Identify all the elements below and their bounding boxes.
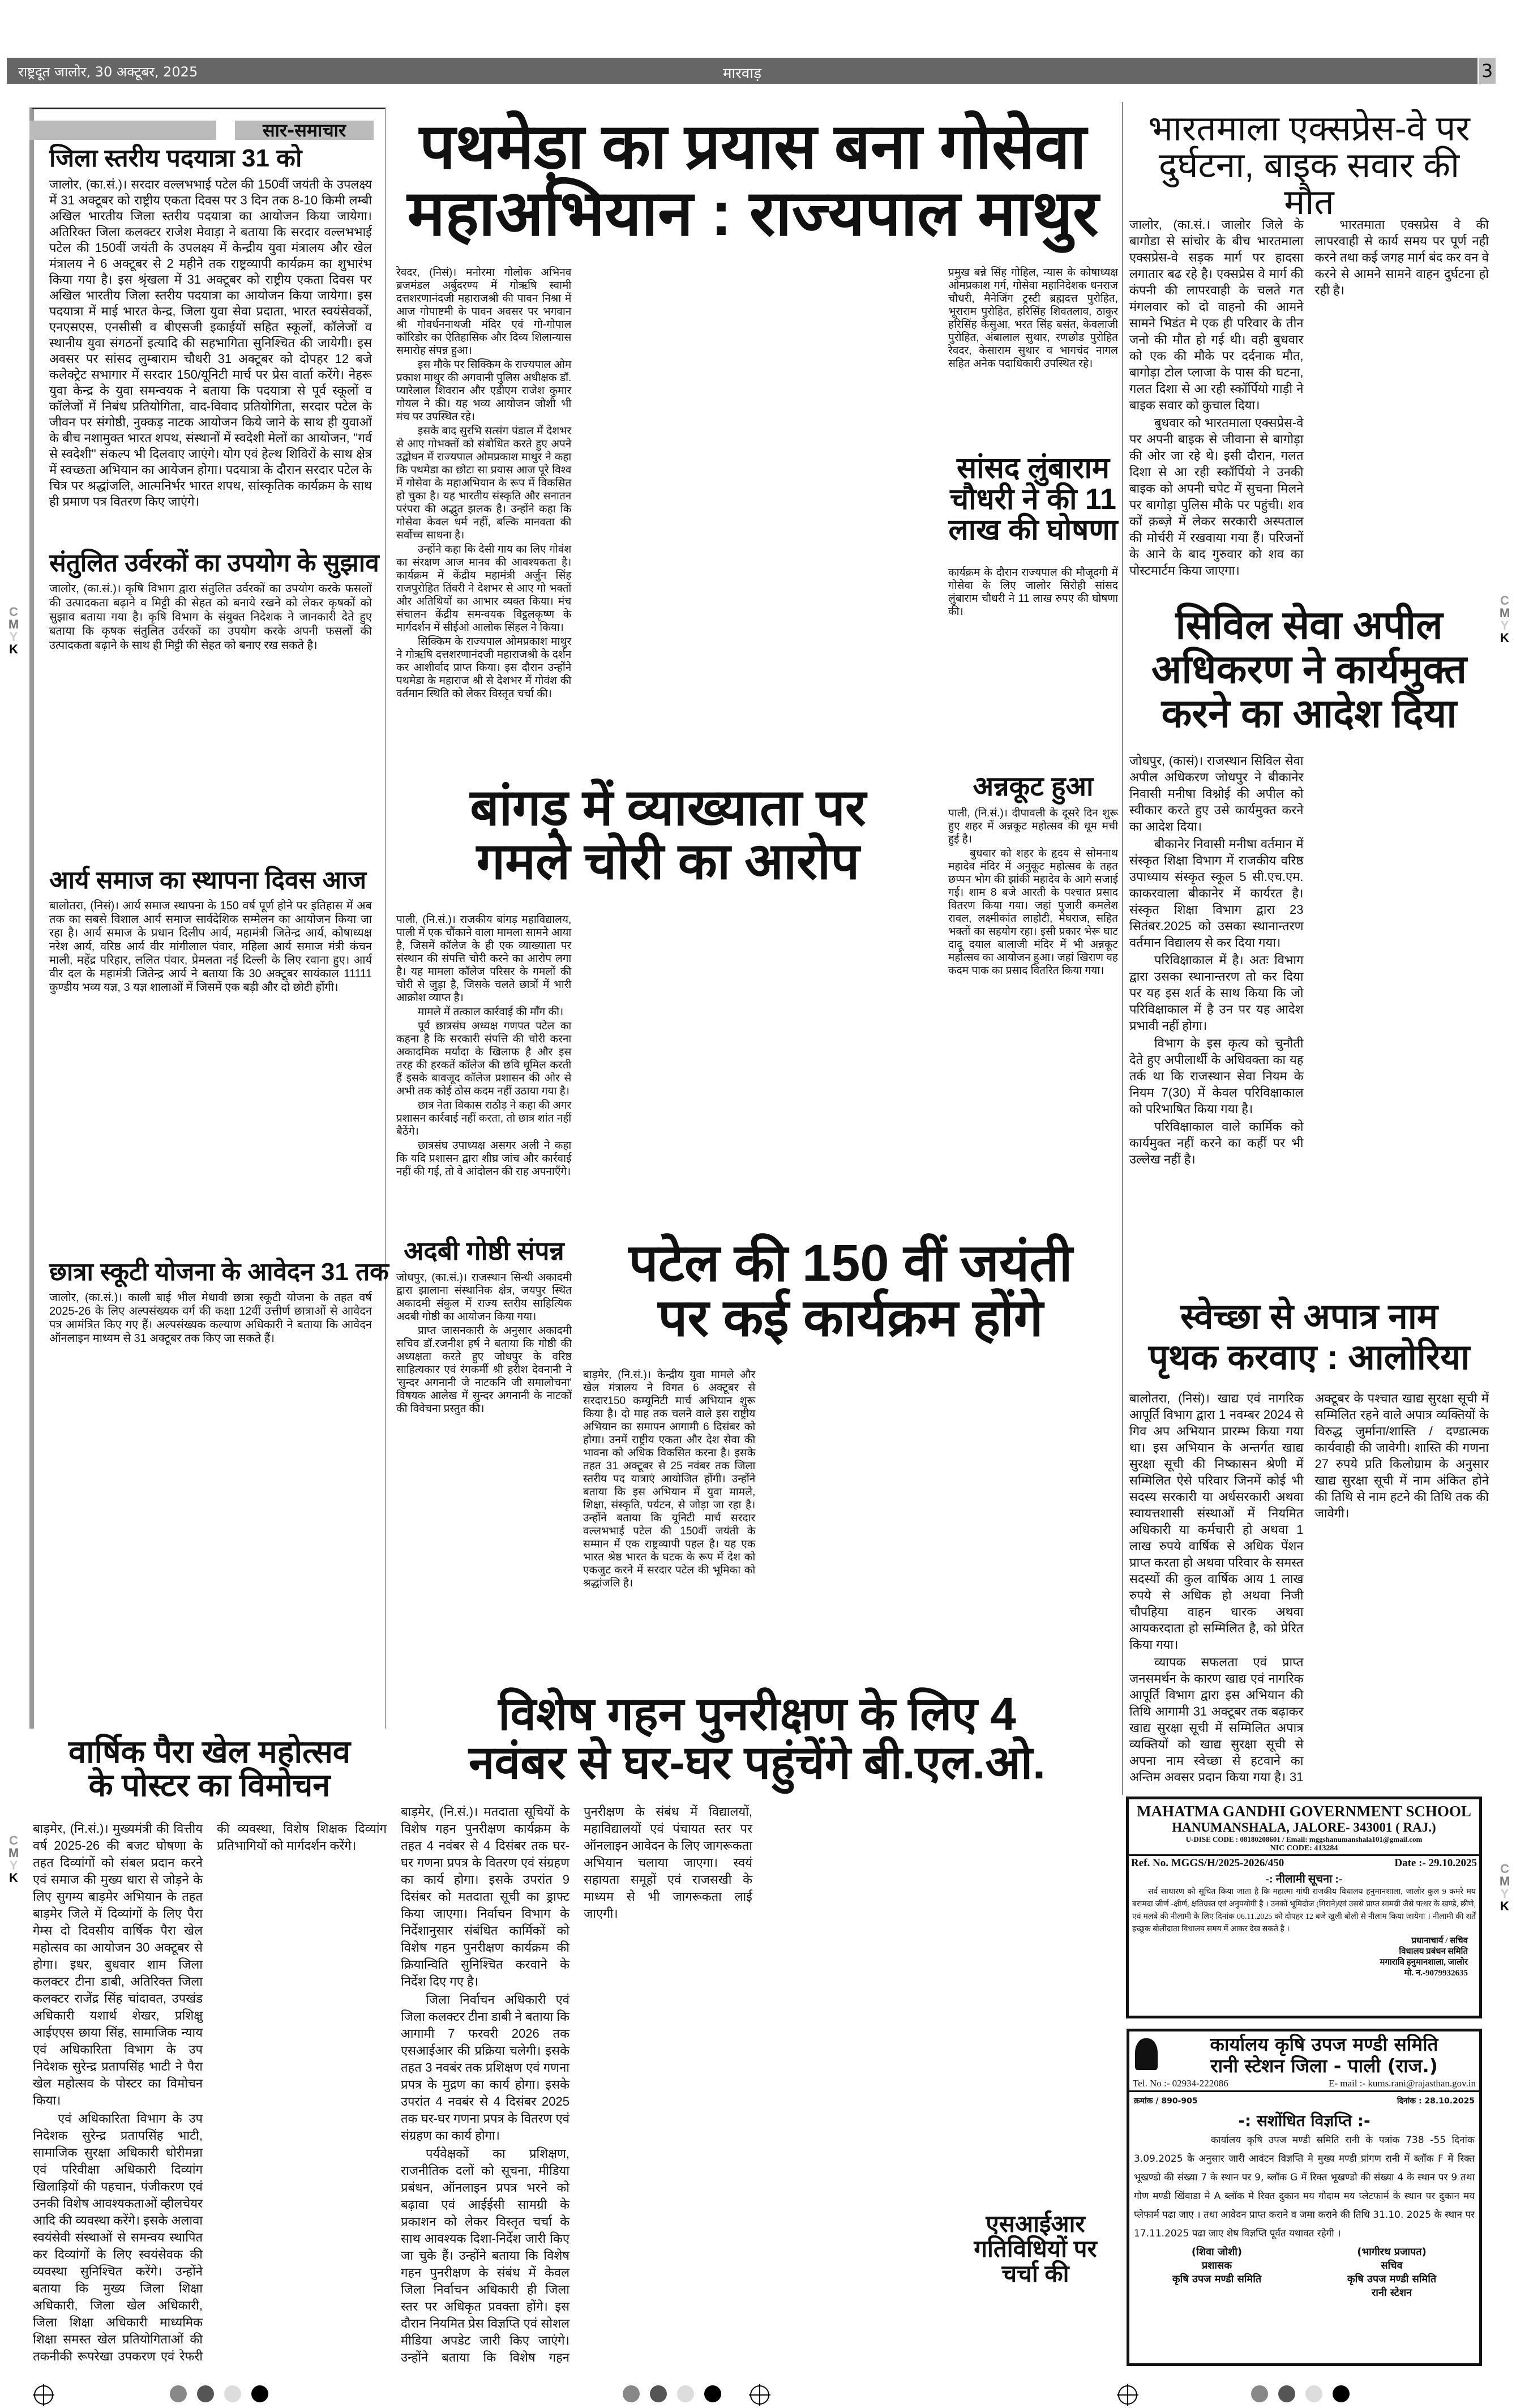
bangad-body — [396, 913, 940, 1219]
adbi-body — [396, 1271, 572, 1679]
brief-headline: छात्रा स्कूटी योजना के आवेदन 31 तक — [49, 1258, 389, 1286]
mandi-title-line: रानी स्टेशन जिला - पाली (राज.) — [1210, 2055, 1438, 2077]
paragraph: इसके बाद सुरभि सत्संग पंडाल में देशभर से आए गोभक्तों को संबोधित करते हुए अपने उद्बोधन में राज्यपाल ओमप्रकाश माथुर ने कहा कि पथमेडा का छोटा सा प्रयास आज पूरे विश्व में गोसेवा के महाअभियान के रूप में विकसित हो चुका है। यह भारतीय संस्कृति और सनातन परंपरा की अद्भुत झलक है। उन्होंने कहा कि गोसेवा केवल धर्म नहीं, बल्कि मानवता की सर्वोच्च साधना है। — [396, 425, 572, 541]
secretary-name: (भागीरथ प्रजापत) — [1357, 2246, 1427, 2258]
registration-dot — [650, 2385, 667, 2402]
paragraph: पाली, (नि.सं.)। दीपावली के दूसरे दिन शुरू हुए शहर में अन्नकूट महोत्सव की धूम मची हुई है। — [948, 807, 1118, 845]
paragraph: परिविक्षाकाल में है। अतः विभाग द्वारा उसका स्थानान्तरण तो कर दिया पर यह इस शर्त के साथ किया कि जो परिविक्षाकाल में है उन पर यह आदेश प्रभावी नहीं होगा। — [1129, 953, 1304, 1033]
registration-dot — [170, 2385, 187, 2402]
secretary-place: रानी स्टेशन — [1371, 2287, 1412, 2299]
para-body — [33, 1820, 387, 2367]
secretary-title: सचिव — [1381, 2260, 1403, 2272]
lead-story-col4 — [948, 266, 1118, 447]
brief-body — [49, 582, 372, 859]
notice-body: सर्व साधारण को सूचित किया जाता है कि महात्मा गांधी राजकीय विधालय हनुमानशाला, जालोर कुल 9 कमरे मय बरामदा जीर्ण -क्षीर्ण, क्षतिग्रस्त एवं अनुपयोगी है । उनकों भूमिदोज (गिराने)एवं उससे प्राप्त सामग्री जैसे पत्थर के खण्डे, छीणे, एवं मलबे की नीलामी के लिए दिनांक 06.11.2025 को दोपहर 12 बजे खुली बोली से नीलाम किया जायेगा । नीलामी की शर्तें इच्छूक बोलीदाता विधालय समय में आकर देख सकते है । — [1132, 1888, 1476, 1934]
patel-headline-line: पर कई कार्यक्रम होंगे — [658, 1289, 1043, 1347]
paragraph: जालोर, (का.सं.। जालोर जिले के बागोडा से सांचोर के बीच भारतमाला एक्सप्रेस-वे सड़क मार्ग पर हादसा लगातार बढ रहे है। एक्सप्रेस वे मार्ग की कंपनी की लापरवाही के चलते गत मंगलवार को दो वाहनो की आमने सामने भिडंत मे एक ही परिवार के तीन जनो की मौत हो गई थी। वही बुधवार को एक की मौके पर दर्दनाक मौत, बागोड़ा टोल प्लाजा के पास की घटना, गलत दिशा से आ रही स्कॉर्पियो गाड़ी ने बाइक सवार को कुचाल दिया। — [1129, 217, 1304, 412]
paragraph: जोधपुर, (कासं)। राजस्थान सिविल सेवा अपील अधिकरण जोधपुर ने बीकानेर निवासी मनीषा विश्नोई की अपील को स्वीकार करते हुए उसे कार्यमुक्त करने का आदेश दिया। — [1129, 754, 1304, 833]
bangad-headline-line: गमले चोरी का आरोप — [476, 833, 860, 890]
registration-dot — [1333, 2385, 1350, 2402]
cmyk-k: K — [9, 642, 18, 656]
administrator-org: कृषि उपज मण्डी समिति — [1172, 2273, 1262, 2285]
paragraph: रेवदर, (निसं)। मनोरमा गोलोक अभिनव ब्रजमंडल अर्बुदरण्य में गोऋषि स्वामी दत्तशरणानंदजी महाराजश्री की पावन निश्रा में आज गोपाष्टमी के पावन अवसर पर भगवान श्री गोवर्धननाथजी मंदिर एवं गो-गोपाल कॉरिडोर का ऐतिहासिक और दिव्य शिलान्यास समारोह संपन्न हुआ। — [396, 267, 572, 357]
swechha-body — [1129, 1390, 1489, 1786]
registration-dot — [1305, 2385, 1322, 2402]
cmyk-registration-mark — [8, 1834, 19, 1884]
signatory-line: मो. न.-9079932635 — [1404, 1969, 1468, 1978]
sir-headline-line: विशेष गहन पुनरीक्षण के लिए 4 — [498, 1688, 1016, 1740]
paragraph: भारतमाता एक्सप्रेस वे की लापरवाही से कार्य समय पर पूर्ण नही करने तथा कई जगह मार्ग बंद कर वन वे करने से आमने सामने वाहन दुर्घटना हो रही है। — [1314, 217, 1489, 297]
bharatmala-headline-line: भारतमाला एक्सप्रेस-वे पर — [1148, 109, 1470, 148]
kramank: क्रमांक / 890-905 — [1134, 2097, 1198, 2106]
school-name: MAHATMA GANDHI GOVERNMENT SCHOOL — [1137, 1803, 1471, 1820]
school-address: HANUMANSHALA, JALORE- 343001 ( RAJ.) — [1172, 1820, 1436, 1834]
cmyk-c: C — [1500, 593, 1509, 608]
paragraph: एवं अधिकारिता विभाग के उप निदेशक सुरेन्द्र प्रतापसिंह भाटी, सामाजिक सुरक्षा अधिकारी धोरीमन्ना एवं परिवीक्षा अधिकारी दिव्यांग खिलाड़ियों की पहचान, पंजीकरण एवं उनकी विशेष आवश्यकताओं व्हीलचेयर आदि की व्यवस्था करेंगे। इसके अलावा स्वयंसेवी संस्थाओं से समन्वय स्थापित कर दिव्यांगों के लिए स्वयंसेवक की व्यवस्था सुनिश्चित करेंगे। उन्होंने बताया कि मुख्य जिला शिक्षा अधिकारी, जिला खेल अधिकारी, जिला शिक्षा अधिकारी माध्यमिक शिक्षा समस्त खेल प्रतियोगिताओं की तकनीकी रूपरेखा उपकरण एवं रेफरी की व्यवस्था, विशेष शिक्षक दिव्यांग प्रतिभागियों को मार्गदर्शन करेंगे। — [33, 1821, 387, 2363]
cmyk-y: Y — [9, 1858, 18, 1872]
paragraph: पूर्व छात्रसंघ अध्यक्ष गणपत पटेल का कहना है कि सरकारी संपत्ति की चोरी करना अकादमिक मर्यादा के खिलाफ है और इस तरह की हरकतें कॉलेज की छवि धूमिल करती हैं इसके बावजूद कॉलेज प्रशासन की ओर से अभी तक कोई ठोस कदम नहीं उठाया गया है। — [396, 1020, 572, 1097]
cmyk-registration-mark — [1499, 1863, 1510, 1913]
crosshair-registration-icon — [750, 2385, 769, 2405]
para-headline-line: के पोस्टर का विमोचन — [88, 1767, 331, 1803]
sansad-body — [948, 566, 1118, 759]
paragraph: इस मौके पर सिक्किम के राज्यपाल ओम प्रकाश माथुर की अगवानी पुलिस अधीक्षक डॉ. प्यारेलाल शिवरान और एडीएम राजेश कुमार गोयल ने की। यह भव्य आयोजन जोशी भी मंच पर उपस्थित रहे। — [396, 359, 572, 423]
bharatmala-body — [1129, 216, 1489, 593]
signatory-line: प्रधानाचार्य / सचिव — [1411, 1936, 1468, 1945]
notice-title: -: नीलामी सूचना :- — [1265, 1873, 1343, 1885]
annakut-body — [948, 807, 1118, 1220]
administrator-name: (शिवा जोशी) — [1191, 2246, 1243, 2258]
bharatmala-headline — [1129, 110, 1489, 221]
paragraph: जालोर, (का.सं.)। सरदार वल्लभभाई पटेल की 150वीं जयंती के उपलक्ष्य में 31 अक्टूबर को राष्ट्रीय एकता दिवस पर 3 दिन तक 8-10 किमी लम्बी अखिल भारतीय जिला स्तरीय पदयात्रा का आयोजन किया जायेगा। अतिरिक्त जिला कलक्टर राजेश मेवाड़ा ने बताया कि सरदार वल्लभभाई पटेल की 150वीं जयंती के उपलक्ष्य में केन्द्रीय युवा मंत्रालय और खेल मंत्रालय ने 6 अक्टूबर से 2 महीने तक राष्ट्रव्यापी कार्यक्रम का शुभारंभ किया गया है। इस श्रृंखला में 31 अक्टूबर को राष्ट्रीय एकता दिवस पर अखिल भारतीय जिला स्तरीय पदयात्रा का आयोजन किया जायेगा। इस पदयात्रा में माई भारत केन्द्र, जिला युवा सेवा प्रदाता, भारत स्वयंसेवकों, एनएसएस, एनसीसी व बीएसजी इकाईयों सहित स्कूलों, कॉलेजों व स्थानीय युवा संगठनों इत्यादि की सहभागिता सुनिश्चित की जायेगी। इस अवसर पर सांसद लुम्बाराम चौधरी 31 अक्टूबर को दोपहर 12 बजे कलेक्ट्रेट सभागार में सरदार 150/यूनिटी मार्च पर प्रेस वार्ता करेंगे। नेहरू युवा केन्द्र के युवा समन्वयक ने बताया कि पदयात्रा से पूर्व स्कूलों व कॉलेजों में निबंध प्रतियोगिता, वाद-विवाद प्रतियोगिता, सरदार पटेल के जीवन पर संगोष्ठी, नुक्कड़ नाटक आयोजन किये जाने के साथ ही युवाओं के बीच नशामुक्त भारत शपथ, संस्थानों में स्वदेशी मेलों का आयोजन, ''गर्व से स्वदेशी'' संकल्प भी दिलवाए जाएंगे। योग एवं हेल्थ शिविरों के साथ क्षेत्र में स्वच्छता अभियान का आयेजन होगा। पदयात्रा के दौरान सरदार पटेल के चित्र पर श्रद्धांजलि, आत्मनिर्भर भारत शपथ, सांस्कृतिक कार्यक्रम के साथ ही प्रमाण पत्र वितरण किए जाएंगे। — [49, 177, 372, 508]
brief-headline: आर्य समाज का स्थापना दिवस आज — [49, 866, 367, 894]
corrigendum-title: -: सशोंधित विज्ञप्ति :- — [1238, 2111, 1371, 2130]
school-auction-notice-ad — [1126, 1797, 1482, 2018]
swechha-headline-line: स्वेच्छा से अपात्र नाम — [1180, 1297, 1438, 1336]
registration-dot — [251, 2385, 268, 2402]
paragraph: जालोर, (का.सं.)। काली बाई भील मेधावी छात्रा स्कूटी योजना के तहत वर्ष 2025-26 के लिए अल्पसंख्यक वर्ग की कक्षा 12वीं उत्तीर्ण छात्राओं से आवेदन पत्र आमंत्रित किए गए हैं। अल्पसंख्यक कल्याण अधिकारी ने बताया कि आवेदन ऑनलाइन माध्यम से 31 अक्टूबर तक किए जा सकते हैं। — [49, 1291, 372, 1345]
page-number: 3 — [1479, 58, 1496, 84]
brief-body — [49, 899, 372, 1250]
ref-number: Ref. No. MGGS/H/2025-2026/450 — [1131, 1857, 1284, 1869]
cmyk-m: M — [8, 1846, 19, 1860]
cmyk-k: K — [1500, 1899, 1509, 1913]
patel-headline-line: पटेल की 150 वीं जयंती — [628, 1234, 1073, 1292]
masthead-bar — [7, 58, 1478, 84]
sir-headline-line: नवंबर से घर-घर पहुंचेंगे बी.एल.ओ. — [469, 1737, 1046, 1789]
registration-dot — [224, 2385, 241, 2402]
lead-headline-line: महाअभियान : राज्यपाल माथुर — [407, 177, 1099, 249]
school-nic-code: NIC CODE: 413284 — [1129, 1844, 1479, 1856]
administrator-title: प्रशासक — [1201, 2260, 1232, 2272]
paragraph: व्यापक सफलता एवं प्राप्त जनसमर्थन के कारण खाद्य एवं नागरिक आपूर्ति विभाग द्वारा इस अभियान की तिथि आगामी 31 अक्टूबर तक बढ़ाकर खाद्य सुरक्षा सूची में सम्मिलित अपात्र व्यक्तियों को खाद्य सुरक्षा सूची से अपना नाम स्वेच्छा से हटवाने का अन्तिम अवसर प्रदान किया गया है। 31 अक्टूबर के पश्चात खाद्य सुरक्षा सूची में सम्मिलित रहने वाले अपात्र व्यक्तियों के विरुद्ध जुर्माना/शास्ति / दण्डात्मक कार्यवाही की जावेगी। शास्ति की गणना 27 रुपये प्रति किलोग्राम के अनुसार खाद्य सुरक्षा सूची में नाम अंकित होने की तिथि से नाम हटने की तिथि तक की जावेगी। — [1129, 1391, 1489, 1784]
paragraph: विभाग के इस कृत्य को चुनौती देते हुए अपीलार्थी के अधिवक्ता का यह तर्क था कि राजस्थान सेवा नियम के नियम 7(30) में केवल परिविक्षाकाल को परिभाषित किया गया है। — [1129, 1036, 1304, 1116]
notice-date: Date :- 29.10.2025 — [1394, 1857, 1477, 1869]
cmyk-m: M — [1499, 606, 1510, 620]
paragraph: बालोतरा, (निसं)। खाद्य एवं नागरिक आपूर्ति विभाग द्वारा 1 नवम्बर 2024 से गिव अप अभियान प्रारम्भ किया गया था। इस अभियान के अन्तर्गत खाद्य सुरक्षा सूची की निष्कासन श्रेणी में सम्मिलित ऐसे परिवार जिनमें कोई भी सदस्य सरकारी या अर्धसरकारी अथवा स्वायत्तशासी संस्थाओं में नियमित अधिकारी या कर्मचारी हो अथवा 1 लाख रुपये वार्षिक से अधिक पेंशन प्राप्त करता हो अथवा परिवार के समस्त सदस्यों की कुल वार्षिक आय 1 लाख रुपये से अधिक हो अथवा निजी चौपहिया वाहन धारक अथवा आयकरदाता हो सम्मिलित है, को प्रेरित किया गया। — [1129, 1391, 1304, 1652]
brief-body — [49, 177, 372, 545]
corrigendum-body: कार्यालय कृषि उपज मण्डी समिति रानी के पत्रांक 738 -55 दिनांक 3.09.2025 के अनुसार जारी आवंटन विज्ञप्ति मे मुख्य मण्डी प्रांगण रानी में ब्लॉक F में रिक्त भूखण्डो की संख्या 7 के स्थान पर 9, ब्लॉक G में रिक्त भूखण्डो की संख्या 4 के स्थान पर 9 तथा गौण मण्डी खिंवाडा मे A ब्लॉक मे रिक्त दुकान मय गौदाम मय प्लेटफार्म के स्थान पर दुकान मय प्लेफार्म पढा जाए । तथा आवेदन प्राप्त कराने व जमा कराने की तिथि 31.10. 2025 के स्थान पर 17.11.2025 पढा जाए शेष विज्ञप्ति पूर्वत यथावत रहेगी । — [1134, 2135, 1475, 2239]
civil-headline-line: सिविल सेवा अपील — [1175, 603, 1443, 647]
paragraph: बाड़मेर, (नि.सं.)। मतदाता सूचियों के विशेष गहन पुनरीक्षण कार्यक्रम के तहत 4 नवंबर से 4 दिसंबर तक घर-घर गणना प्रपत्र के वितरण एवं संग्रहण का कार्य होगा। इसके उपरांत 9 दिसंबर को मतदाता सूची का ड्राफ्ट किया जाएगा। निर्वाचन विभाग के निर्देशानुसार संबंधित कार्मिकों को विशेष गहन पुनरीक्षण कार्यक्रम की क्रियान्विति सुनिश्चित करवाने के निर्देश दिए गए है। — [401, 1804, 569, 1988]
dinank: दिनांक : 28.10.2025 — [1397, 2097, 1475, 2106]
column-rule — [1122, 102, 1123, 1795]
cmyk-registration-mark — [1499, 594, 1510, 644]
paragraph: मामले में तत्काल कार्रवाई की माँग की। — [418, 1006, 564, 1018]
paragraph: जिला निर्वाचन अधिकारी एवं जिला कलक्टर टीना डाबी ने बताया कि आगामी 7 फरवरी 2026 तक एसआईआर की प्रक्रिया चलेगी। इसके तहत 3 नवबंर तक प्रशिक्षण एवं गणना प्रपत्र के मुद्रण का कार्य होगा। इसके उपरांत 4 नवबंर से 4 दिसंबर 2025 तक घर-घर गणना प्रपत्र के वितरण एवं संग्रहण का कार्य होगा। — [401, 1992, 569, 2142]
civil-headline-line: अधिकरण ने कार्यमुक्त — [1151, 647, 1467, 691]
cmyk-y: Y — [1500, 618, 1509, 632]
crosshair-registration-icon — [34, 2385, 53, 2405]
brief-body — [49, 1291, 372, 1721]
civil-body — [1129, 752, 1489, 1285]
cmyk-c: C — [1500, 1862, 1509, 1876]
bangad-headline-line: बांगड़ में व्याख्याता पर — [470, 780, 866, 836]
signatory-line: मगारावि हनुमानशाला, जालोर — [1380, 1958, 1468, 1967]
swechha-headline — [1129, 1297, 1489, 1378]
rajasthan-emblem-icon — [1135, 2038, 1158, 2070]
paragraph: बुधवार को शहर के हृदय से सोमनाथ महादेव मंदिर में अनुकूट महोत्सव के तहत छप्पन भोग की झांकी महादेव के आगे सजाई गई। शाम 8 बजे आरती के पश्चात प्रसाद वितरण किया गया। जहां पुजारी कमलेश रावल, लक्ष्मीकांत लाहोटी, मेघराज, सहित भक्तों का सहयोग रहा। इसी प्रकार भेरू घाट दादू दयाल बालाजी मंदिर में भी अन्नकूट महोत्सव का आयोजन हुआ। जहां खिराण वह कदम पाक का प्रसाद वितरित किया गया। — [948, 848, 1118, 977]
mandi-tel: Tel. No :- 02934-222086 — [1133, 2078, 1228, 2089]
civil-headline — [1129, 603, 1489, 735]
edition-date: राष्ट्रदूत जालोर, 30 अक्टूबर, 2025 — [18, 64, 198, 80]
lead-headline — [391, 111, 1115, 249]
secretary-org: कृषि उपज मण्डी समिति — [1347, 2273, 1437, 2285]
registration-dot — [197, 2385, 214, 2402]
paragraph: परिविक्षाकाल वाले कार्मिक को कार्यमुक्त नहीं करने का कहीं पर भी उल्लेख नहीं है। — [1129, 1119, 1304, 1166]
paragraph: बाड़मेर, (नि.सं.)। मुख्यमंत्री की वित्तीय वर्ष 2025-26 की बजट घोषणा के तहत दिव्यांगों को संबल प्रदान करने एवं समाज की मुख्य धारा से जोड़ने के लिए सुगम्य बाड़मेर अभियान के तहत बाड़मेर जिले में दिव्यांगों के लिए पैरा गेम्स दो दिवसीय वार्षिक पैरा खेल महोत्सव का आयोजन 30 अक्टूबर से होगा। इधर, बुधवार शाम जिला कलक्टर टीना डाबी, अतिरिक्त जिला कलक्टर राजेंद्र सिंह चांदावत, उपखंड अधिकारी यशार्थ शेखर, प्रशिक्षु आईएएस छाया सिंह, सामाजिक न्याय एवं अधिकारिता विभाग के उप निदेशक सुरेन्द्र प्रतापसिंह भाटी ने पैरा खेल महोत्सव के पोस्टर का विमोचन किया। — [33, 1821, 203, 2107]
signatory-line: विधालय प्रबंधन समिति — [1399, 1947, 1468, 1956]
section-bar — [29, 121, 216, 140]
mandi-title-line: कार्यालय कृषि उपज मण्डी समिति — [1210, 2033, 1438, 2055]
cmyk-k: K — [9, 1871, 18, 1885]
paragraph: बाड़मेर, (नि.सं.)। केन्द्रीय युवा मामले और खेल मंत्रालय ने विगत 6 अक्टूबर से सरदार150 कम्यूनिटी मार्च अभियान शुरू किया है। दो माह तक चलने वाले इस राष्ट्रीय अभियान का समापन आगामी 6 दिसंबर को होगा। उनमें राष्ट्रीय एकता और देश सेवा की भावना को अधिक विकसित करना है। इसके तहत 31 अक्टूबर से 25 नवंबर तक जिला स्तरीय पद यात्राएं आयोजित होंगी। उन्होंने बताया कि इस अभियान में युवा मामले, शिक्षा, संस्कृति, पर्यटन, से जोड़ा जा रहा है। उन्होंने बताया कि यूनिटी मार्च सरदार वल्लभभाई पटेल की 150वीं जयंती के सम्मान में एक राष्ट्रव्यापी पहल है। यह एक भारत श्रेष्ठ भारत के घटक के रूप में देश को एकजुट करने में सरदार पटेल की भूमिका को श्रद्धांजलि है। — [583, 1369, 756, 1589]
sansad-headline: सांसद लुंबाराम चौधरी ने की 11 लाख की घोषणा — [948, 452, 1118, 547]
paragraph: जोधपुर, (का.सं.)। राजस्थान सिन्धी अकादमी द्वारा झालाना संस्थानिक क्षेत्र, जयपुर स्थित अकादमी संकुल में राज्य स्तरीय साहित्यिक अदबी गोष्ठी का आयोजन किया गया। — [396, 1272, 572, 1323]
paragraph: जालोर, (का.सं.)। कृषि विभाग द्वारा संतुलित उर्वरकों का उपयोग करके फसलों की उत्पादकता बढ़ाने व मिट्टी की सेहत को बनाये रखने को लेकर कृषकों को सुझाव बताया गया है। कृषि विभाग के संयुक्त निदेशक ने जानकारी देते हुए बताया कि कृषक संतुलित उर्वरकों का उपयोग करके अपनी फसलों की उत्पादकता बढ़ाने के साथ ही मिट्टी की सेहत को बनाए रख सकते है। — [49, 583, 372, 652]
registration-dot — [1278, 2385, 1295, 2402]
mandi-corrigendum-ad — [1127, 2029, 1482, 2366]
brief-headline: जिला स्तरीय पदयात्रा 31 को — [49, 144, 302, 172]
paragraph: सिक्किम के राज्यपाल ओमप्रकाश माथुर ने गोऋषि दत्तशरणानंदजी महाराजश्री के दर्शन कर आशीर्वाद प्राप्त किया। इस दौरान उन्होंने पथमेडा के महाराज श्री से देशभर में गोवंश की वर्तमान स्थिति को लेकर विस्तृत चर्चा की। — [396, 636, 572, 700]
paragraph: छात्रसंघ उपाध्यक्ष असगर अली ने कहा कि यदि प्रशासन द्वारा शीघ्र जांच और कार्रवाई नहीं की गई, तो वे आंदोलन की राह अपनाएँगे। — [396, 1140, 572, 1178]
sar-samachar-label: सार-समाचार — [235, 121, 374, 140]
cmyk-y: Y — [1500, 1887, 1509, 1901]
paragraph: बुधवार को भारतमाला एक्सप्रेस-वे पर अपनी बाइक से जीवाना से बागोड़ा की ओर जा रहे थे। इसी दौरान, गलत दिशा से आ रही स्कॉर्पियो ने उनकी बाइक को अपनी चपेट में सुचना मिलने पर बागोड़ा पुलिस मौके पर पहुंची। शव कों क़ब्ज़े में लेकर सरकारी अस्पताल की मोर्चरी में रखवाया गया हैं। परिजनों के आने के बाद गुरुवार को शव का पोस्टमार्टम किया जाएगा। — [1129, 416, 1304, 578]
paragraph: छात्र नेता विकास राठौड़ ने कहा की अगर प्रशासन कार्रवाई नहीं करता, तो छात्र शांत नहीं बैठेंगे। — [396, 1100, 572, 1137]
para-headline-line: वार्षिक पैरा खेल महोत्सव — [68, 1734, 350, 1769]
cmyk-c: C — [9, 1833, 18, 1847]
civil-headline-line: करने का आदेश दिया — [1161, 691, 1457, 735]
lead-headline-line: पथमेड़ा का प्रयास बना गोसेवा — [419, 111, 1087, 182]
registration-dot — [1251, 2385, 1268, 2402]
section-name: मारवाड़ — [722, 65, 762, 82]
bharatmala-headline-line: दुर्घटना, बाइक सवार की मौत — [1158, 146, 1460, 223]
paragraph: पर्यवेक्षकों का प्रशिक्षण, राजनीतिक दलों को सूचना, मीडिया प्रबंधन, ऑनलाइन प्रपत्र भरने को बढ़ावा एवं आईईसी सामग्री के प्रकाशन को लेकर विस्तृत चर्चा के साथ आवश्यक दिशा-निर्देश जारी किए जा चुके हैं। उन्होंने बताया कि विशेष गहन पुनरीक्षण के संबंध में केवल जिला निर्वाचन अधिकारी ही जिला स्तर पर अधिकृत प्रवक्ता होंगे। इस दौरान नियमित प्रेस विज्ञप्ति एवं सोशल मीडिया अपडेट जारी किए जाएंगे। उन्होंने बताया कि विशेष गहन पुनरीक्षण के संबंध में विद्यालयों, महाविद्यालयों एवं पंचायत स्तर पर ऑनलाइन आवेदन के लिए जागरूकता अभियान चलाया जाएगा। स्वयं सहायता समूहों एवं राजसखी के माध्यम से भी जागरूकता लाई जाएगी। — [401, 1804, 752, 2364]
paragraph: प्रमुख बन्ने सिंह गोहिल, न्यास के कोषाध्यक्ष ओमप्रकाश गर्ग, गोसेवा महानिदेशक धनराज चौधरी, मैनेजिंग ट्रस्टी ब्रह्मदत्त पुरोहित, भूराराम पुरोहित, हरिसिंह शिवतलाव, ठाकुर हरिसिंह केसुआ, भरत सिंह बसंत, केवलाजी पुरोहित, अंबालाल सुथार, रणछोड पुरोहित रेवदर, केसाराम सुथार व भागचंद नागल सहित अनेक पदाधिकारी उपस्थित रहे। — [948, 267, 1118, 370]
cmyk-registration-mark — [8, 606, 19, 656]
cmyk-m: M — [8, 617, 19, 631]
cmyk-m: M — [1499, 1874, 1510, 1888]
patel-headline — [583, 1236, 1118, 1345]
lead-story-body — [396, 266, 940, 759]
registration-dot — [623, 2385, 640, 2402]
bangad-headline — [396, 781, 940, 888]
sir-headline — [396, 1690, 1118, 1787]
paragraph: पाली, (नि.सं.)। राजकीय बांगड़ महाविद्यालय, पाली में एक चौंकाने वाला मामला सामने आया है, जिसमें कॉलेज के ही एक व्याख्याता पर संस्थान की संपत्ति चोरी करने का आरोप लगा है। यह मामला कॉलेज परिसर के गमलों की चोरी से जुड़ा है, जिसके चलते छात्रों में भारी आक्रोश व्याप्त है। — [396, 914, 572, 1004]
annakut-headline: अन्नकूट हुआ — [973, 772, 1094, 802]
crosshair-registration-icon — [1118, 2385, 1137, 2405]
registration-dot — [704, 2385, 721, 2402]
patel-body — [583, 1368, 1118, 1677]
mandi-email: E- mail :- kums.rani@rajasthan.gov.in — [1328, 2078, 1476, 2089]
adbi-headline: अदबी गोष्ठी संपन्न — [404, 1236, 564, 1265]
brief-headline: संतुलित उर्वरकों का उपयोग के सुझाव — [49, 549, 379, 577]
paragraph: प्राप्त जासनकारी के अनुसार अकादमी सचिव डॉ.रजनीश हर्ष ने बताया कि गोष्ठी की अध्यक्षता करते हुए जोधपुर के वरिष्ठ साहित्यकार एवं रंगकर्मी श्री हरीश देवनानी ने 'सुन्दर अगनानी जे नाटकनि जी समालोचना' विषयक आलेख में सुन्दर अगनानी के नाटकों की विवेचना प्रस्तुत की। — [396, 1325, 572, 1415]
cmyk-k: K — [1500, 631, 1509, 645]
cmyk-c: C — [9, 605, 18, 619]
registration-dot — [677, 2385, 694, 2402]
cmyk-y: Y — [9, 630, 18, 644]
paragraph: बालोतरा, (निसं)। आर्य समाज स्थापना के 150 वर्ष पूर्ण होने पर इतिहास में अब तक का सबसे विशाल आर्य समाज सार्वदेशिक सम्मेलन का आयोजन किया जा रहा है। आर्य समाज के प्रधान दिलीप आर्य, महामंत्री जितेन्द्र आर्य, कोषाध्यक्ष नरेश आर्य, वरिष्ठ आर्य वीर मांगीलाल पंवार, महिला आर्य समाज मंत्री कंचन माली, महेंद्र परिहार, ललित पंवार, प्रेमलता नई दिल्ली के लिए रवाना हुए। आर्य वीर दल के महामंत्री जितेन्द्र आर्य ने बताया कि 30 अक्टूबर सायंकाल 11111 कुण्डीय भव्य यज्ञ, 3 यज्ञ शालाओं में जिसमें एक बड़ी और दो छोटी होंगी। — [49, 900, 372, 994]
paragraph: उन्होंने कहा कि देसी गाय का लिए गोवंश का संरक्षण आज मानव की आवश्यकता है। कार्यक्रम में केंद्रीय महामंत्री अर्जुन सिंह राजपुरोहित तिंवरी ने देशभर से आए गो भक्तों और अतिथियों का आभार व्यक्त किया। मंच संचालन केंद्रीय समन्वयक विट्ठलकृष्ण के मार्गदर्शन में सीईओ आलोक सिंहल ने किया। — [396, 544, 572, 634]
para-headline — [31, 1735, 388, 1802]
paragraph: बीकानेर निवासी मनीषा वर्तमान में संस्कृत शिक्षा विभाग में राजकीय वरिष्ठ उपाध्याय संस्कृत स्कूल 5 सी.एच.एम. काकरवाला बीकानेर में कार्यरत है। संस्कृत शिक्षा विभाग द्वारा 23 सितंबर.2025 को उसका स्थानान्तरण वर्तमान विद्यालय से कर दिया गया। — [1129, 837, 1304, 949]
swechha-headline-line: पृथक करवाए : आलोरिया — [1148, 1338, 1470, 1377]
sir-subheadline: एसआईआर गतिविधियों पर चर्चा की — [953, 2208, 1118, 2290]
paragraph: कार्यक्रम के दौरान राज्यपाल की मौजूदगी में गोसेवा के लिए जालोर सिरोही सांसद लुंबाराम चौधरी ने 11 लाख रुपए की घोषणा की। — [948, 567, 1118, 618]
school-codes: U-DISE CODE : 08180208601 / Email: mggshanumanshala101@gmail.com — [1185, 1835, 1423, 1844]
